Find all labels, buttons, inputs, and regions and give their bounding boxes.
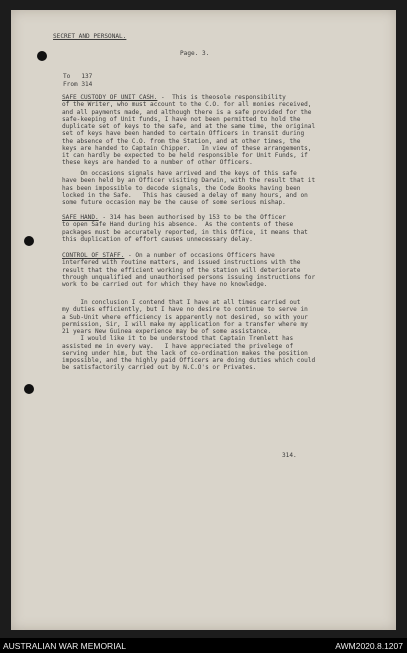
signature-number: 314.	[282, 452, 297, 459]
paragraph-control-of-staff	[62, 252, 402, 288]
text-line: and all payments made, and although there is a safe provided for the	[62, 108, 312, 116]
text-line: be satisfactorily carried out by N.C.O's or Privates.	[62, 364, 257, 372]
text-line: set of keys have been handed to certain Officers in transit during	[62, 130, 305, 138]
text-line: result that the efficient working of the station will deteriorate	[62, 266, 301, 274]
paragraph-signals	[62, 170, 402, 206]
text-line: has been impossible to decode signals, the Code Books having been	[62, 184, 301, 192]
text-line: some future occasion may be the cause of some serious mishap.	[62, 199, 286, 206]
punch-hole	[37, 51, 47, 61]
text-line: the absence of the C.O. from the Station, and at other times, the	[62, 137, 301, 145]
section-heading: SAFE CUSTODY OF UNIT CASH.	[62, 94, 158, 101]
paragraph-conclusion	[62, 299, 402, 372]
page-number: Page. 3.	[180, 50, 210, 57]
text-line: through unqualified and unauthorised persons issuing instructions for	[62, 273, 316, 281]
text-line: interfered with routine matters, and issued instructions with the	[62, 259, 301, 267]
section-heading: CONTROL OF STAFF.	[62, 252, 125, 259]
text-line: In conclusion I contend that I have at all times carried out	[62, 299, 301, 306]
recipient-line: To 137	[63, 73, 93, 80]
text-line: I would like it to be understood that Captain Tremlett has	[62, 335, 294, 343]
text-line: impossible, and the highly paid Officers are doing duties which could	[62, 357, 316, 364]
text-line: On occasions signals have arrived and the keys of this safe	[62, 170, 297, 177]
text-line: keys are handed to Captain Chipper. In view of these arrangements,	[62, 144, 312, 152]
text-line: these keys are handed to a number of other Officers.	[62, 159, 253, 167]
archive-footer	[0, 638, 407, 653]
text-line: locked in the Safe. This has caused a delay of many hours, and on	[62, 191, 308, 199]
classification-heading: SECRET AND PERSONAL.	[53, 33, 127, 40]
text-line: this duplication of effort causes unnecessary delay.	[62, 235, 253, 243]
text-line: it can hardly be expected to be held responsible for Unit Funds, if	[62, 152, 308, 159]
text-line: SAFE CUSTODY OF UNIT CASH. - This is theosole responsibility	[62, 94, 286, 101]
punch-hole	[24, 236, 34, 246]
text-line: work to be carried out for which they have no knowledge.	[62, 281, 268, 288]
section-heading: SAFE HAND.	[62, 214, 99, 221]
text-line: duplicate set of keys to the safe, and at the same time, the original	[62, 123, 316, 130]
text-line: CONTROL OF STAFF. - On a number of occasions Officers have	[62, 252, 275, 259]
archive-name: AUSTRALIAN WAR MEMORIAL	[3, 641, 126, 651]
text-line: my duties efficiently, but I have no desire to continue to serve in	[62, 306, 308, 314]
text-line: of the Writer, who must account to the C.O. for all monies received,	[62, 101, 312, 109]
paragraph-safe-custody	[62, 94, 402, 167]
paragraph-safe-hand	[62, 214, 402, 243]
text-line: to open Safe Hand during his absence. As the contents of these	[62, 221, 294, 229]
text-line: safe-keeping of Unit funds, I have not been permitted to hold the	[62, 115, 301, 123]
text-line: serving under him, but the lack of co-ordination makes the position	[62, 349, 308, 357]
text-line: have been held by an Officer visiting Darwin, with the result that it	[62, 177, 316, 185]
accession-number: AWM2020.8.1207	[335, 641, 403, 651]
punch-hole	[24, 384, 34, 394]
text-line: SAFE HAND. - 314 has been authorised by 153 to be the Officer	[62, 214, 286, 221]
text-line: a Sub-Unit where efficiency is apparently not desired, so with your	[62, 313, 308, 321]
text-line: packages must be accurately reported, in this Office, it means that	[62, 228, 308, 236]
text-line: permission, Sir, I will make my application for a transfer where my	[62, 320, 308, 328]
text-line: 21 years New Guinea experience may be of some assistance.	[62, 328, 272, 335]
text-line: assisted me in every way. I have appreciated the privelege of	[62, 342, 294, 350]
sender-line: From 314	[63, 81, 93, 88]
